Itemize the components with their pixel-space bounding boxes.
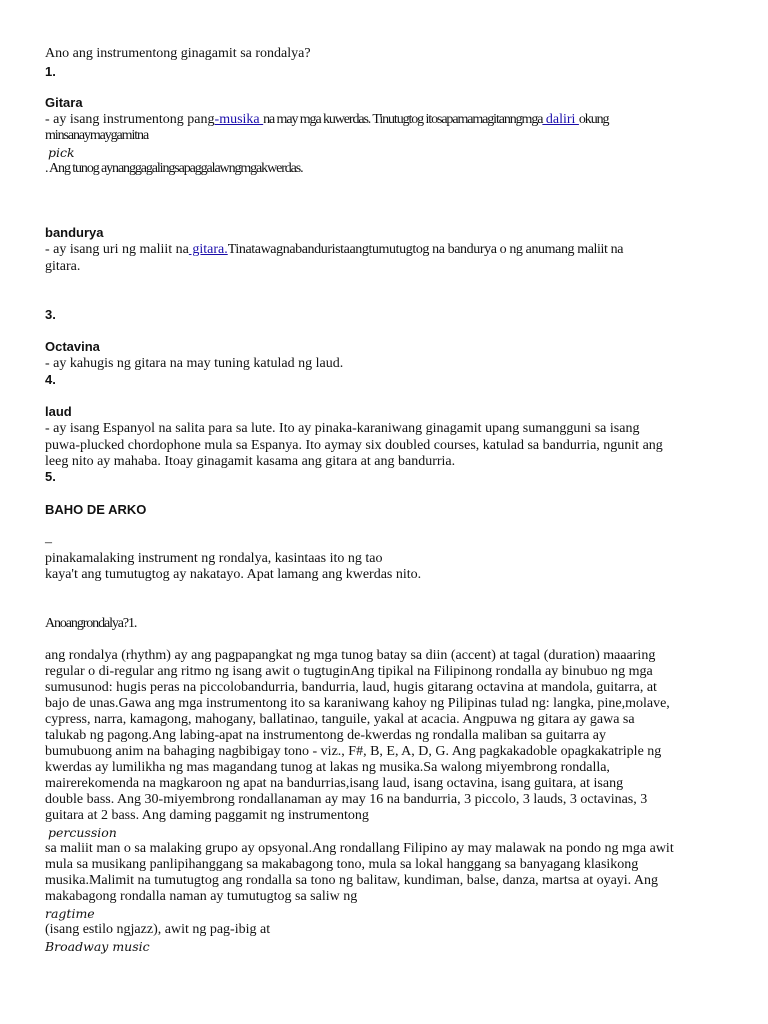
musika-link[interactable]: -musika bbox=[214, 112, 264, 127]
gitara-text: - ay isang instrumentong pang bbox=[45, 112, 215, 127]
gitara-text-cont bbox=[263, 112, 542, 127]
baho-line-2: kaya't ang tumutugtog ay nakatayo. Apat lamang ang kwerdas nito. bbox=[45, 567, 422, 582]
gitara-title: Gitara bbox=[45, 95, 83, 110]
para-line-3: sumusunod: hugis peras na piccolobandurria, bandurria, laud, hugis gitarang octavina at mandola, guitarra, at bbox=[45, 680, 657, 695]
baho-title: BAHO DE ARKO bbox=[45, 502, 147, 517]
para-line-9: mairerekomenda na magkaroon ng apat na bandurrias,isang laud, isang octavina, isang guitara, at isang bbox=[45, 776, 624, 791]
gitara-condensed-text: na may mga kuwerdas. Tinutugtog itosapamamagitanngmga bbox=[263, 112, 543, 127]
laud-line-3: leeg nito ay mahaba. Itoay ginagamit kasama ang gitara at ang bandurria. bbox=[45, 454, 456, 469]
item-number-3: 3. bbox=[45, 307, 56, 322]
octavina-line-1: - ay kahugis ng gitara na may tuning katulad ng laud. bbox=[45, 356, 344, 371]
laud-line-2: puwa-plucked chordophone mula sa Espanya. Ito aymay six doubled courses, katulad sa bandurria, ngunit ang bbox=[45, 438, 663, 453]
para2-line-2: mula sa musikang panlipihanggang sa makabagong tono, mula sa lokal hanggang sa banyagang klasikong bbox=[45, 857, 639, 872]
bandurya-text: - ay isang uri ng maliit na bbox=[45, 242, 189, 257]
para-line-10: double bass. Ang 30-miyembrong rondallanaman ay may 16 na bandurria, 3 piccolo, 3 lauds, 3 octavinas, 3 bbox=[45, 792, 648, 807]
para2-line-1: sa maliit man o sa malaking grupo ay opsyonal.Ang rondallang Filipino ay may malawak na pondo ng mga awit bbox=[45, 841, 674, 856]
bandurya-title: bandurya bbox=[45, 225, 104, 240]
daliri-link[interactable]: daliri bbox=[542, 112, 579, 127]
gitara-line-1 bbox=[45, 112, 608, 128]
laud-line-1: - ay isang Espanyol na salita para sa lute. Ito ay pinaka-karaniwang ginagamit upang sumangguni sa isang bbox=[45, 421, 640, 436]
broadway-term: Broadway music bbox=[45, 939, 150, 954]
percussion-term: percussion bbox=[48, 825, 117, 840]
ragtime-term: ragtime bbox=[45, 906, 95, 921]
gitara-line-3-text: . Ang tunog aynanggagalingsapaggalawngmgakwerdas. bbox=[45, 161, 303, 176]
gitara-link[interactable]: gitara. bbox=[188, 242, 228, 257]
para-line-2: regular o di-regular ang ritmo ng isang awit o tugtuginAng tipikal na Filipinong rondalla ay binubuo ng mga bbox=[45, 664, 653, 679]
para-line-7: bumubuong anim na bahaging nagbibigay tono - viz., F#, B, E, A, D, G. Ang pagkakadoble opagkakatriple ng bbox=[45, 744, 662, 759]
item-number-4: 4. bbox=[45, 372, 56, 387]
para2-line-3: musika.Malimit na tumutugtog ang rondalla sa tono ng balitaw, kundiman, balse, danza, martsa at oyayi. Ang bbox=[45, 873, 659, 888]
isang-estilo-line: (isang estilo ngjazz), awit ng pag-ibig at bbox=[45, 922, 271, 937]
baho-line-1: pinakamalaking instrument ng rondalya, kasintaas ito ng tao bbox=[45, 551, 383, 566]
laud-title: laud bbox=[45, 404, 72, 419]
item-number-1: 1. bbox=[45, 64, 56, 79]
bandurya-line-1 bbox=[45, 242, 623, 258]
item-number-5: 5. bbox=[45, 469, 56, 484]
para-line-8: kwerdas ay lumilikha ng mas magandang tunog at lakas ng musika.Sa walong miyembrong rondalla, bbox=[45, 760, 610, 775]
gitara-text-end: okung bbox=[578, 112, 609, 127]
octavina-title: Octavina bbox=[45, 339, 100, 354]
bandurya-line-2: gitara. bbox=[45, 259, 81, 274]
gitara-line-3 bbox=[45, 161, 303, 177]
question-heading: Ano ang instrumentong ginagamit sa rondalya? bbox=[45, 46, 311, 61]
gitara-line-2: minsanaymaygamitna bbox=[45, 128, 149, 143]
pick-term: pick bbox=[48, 145, 75, 160]
para-line-1: ang rondalya (rhythm) ay ang pagpapangkat ng mga tunog batay sa diin (accent) at tagal (duration) maaaring bbox=[45, 648, 656, 663]
baho-dash: – bbox=[45, 535, 52, 550]
para-line-11: guitara at 2 bass. Ang daming paggamit ng instrumentong bbox=[45, 808, 369, 823]
para2-line-4: makabagong rondalla naman ay tumutugtog sa saliw ng bbox=[45, 889, 358, 904]
para-line-5: cypress, narra, kamagong, mahogany, ballatinao, tanguile, yakal at acacia. Angpuwa ng gitara ay gawa sa bbox=[45, 712, 635, 727]
bandurya-text-cont: Tinatawagnabanduristaangtumutugtog na bandurya o ng anumang maliit na bbox=[227, 242, 624, 257]
para-line-6: talukab ng pagong.Ang labing-apat na instrumentong de-kwerdas ng rondalla maliban sa guitarra ay bbox=[45, 728, 606, 743]
para-line-4: bajo de unas.Gawa ang mga instrumentong ito sa karaniwang kahoy ng Pilipinas tulad ng: langka, pine,molave, bbox=[45, 696, 670, 711]
rondalya-question: Anoangrondalya?1. bbox=[45, 616, 137, 631]
